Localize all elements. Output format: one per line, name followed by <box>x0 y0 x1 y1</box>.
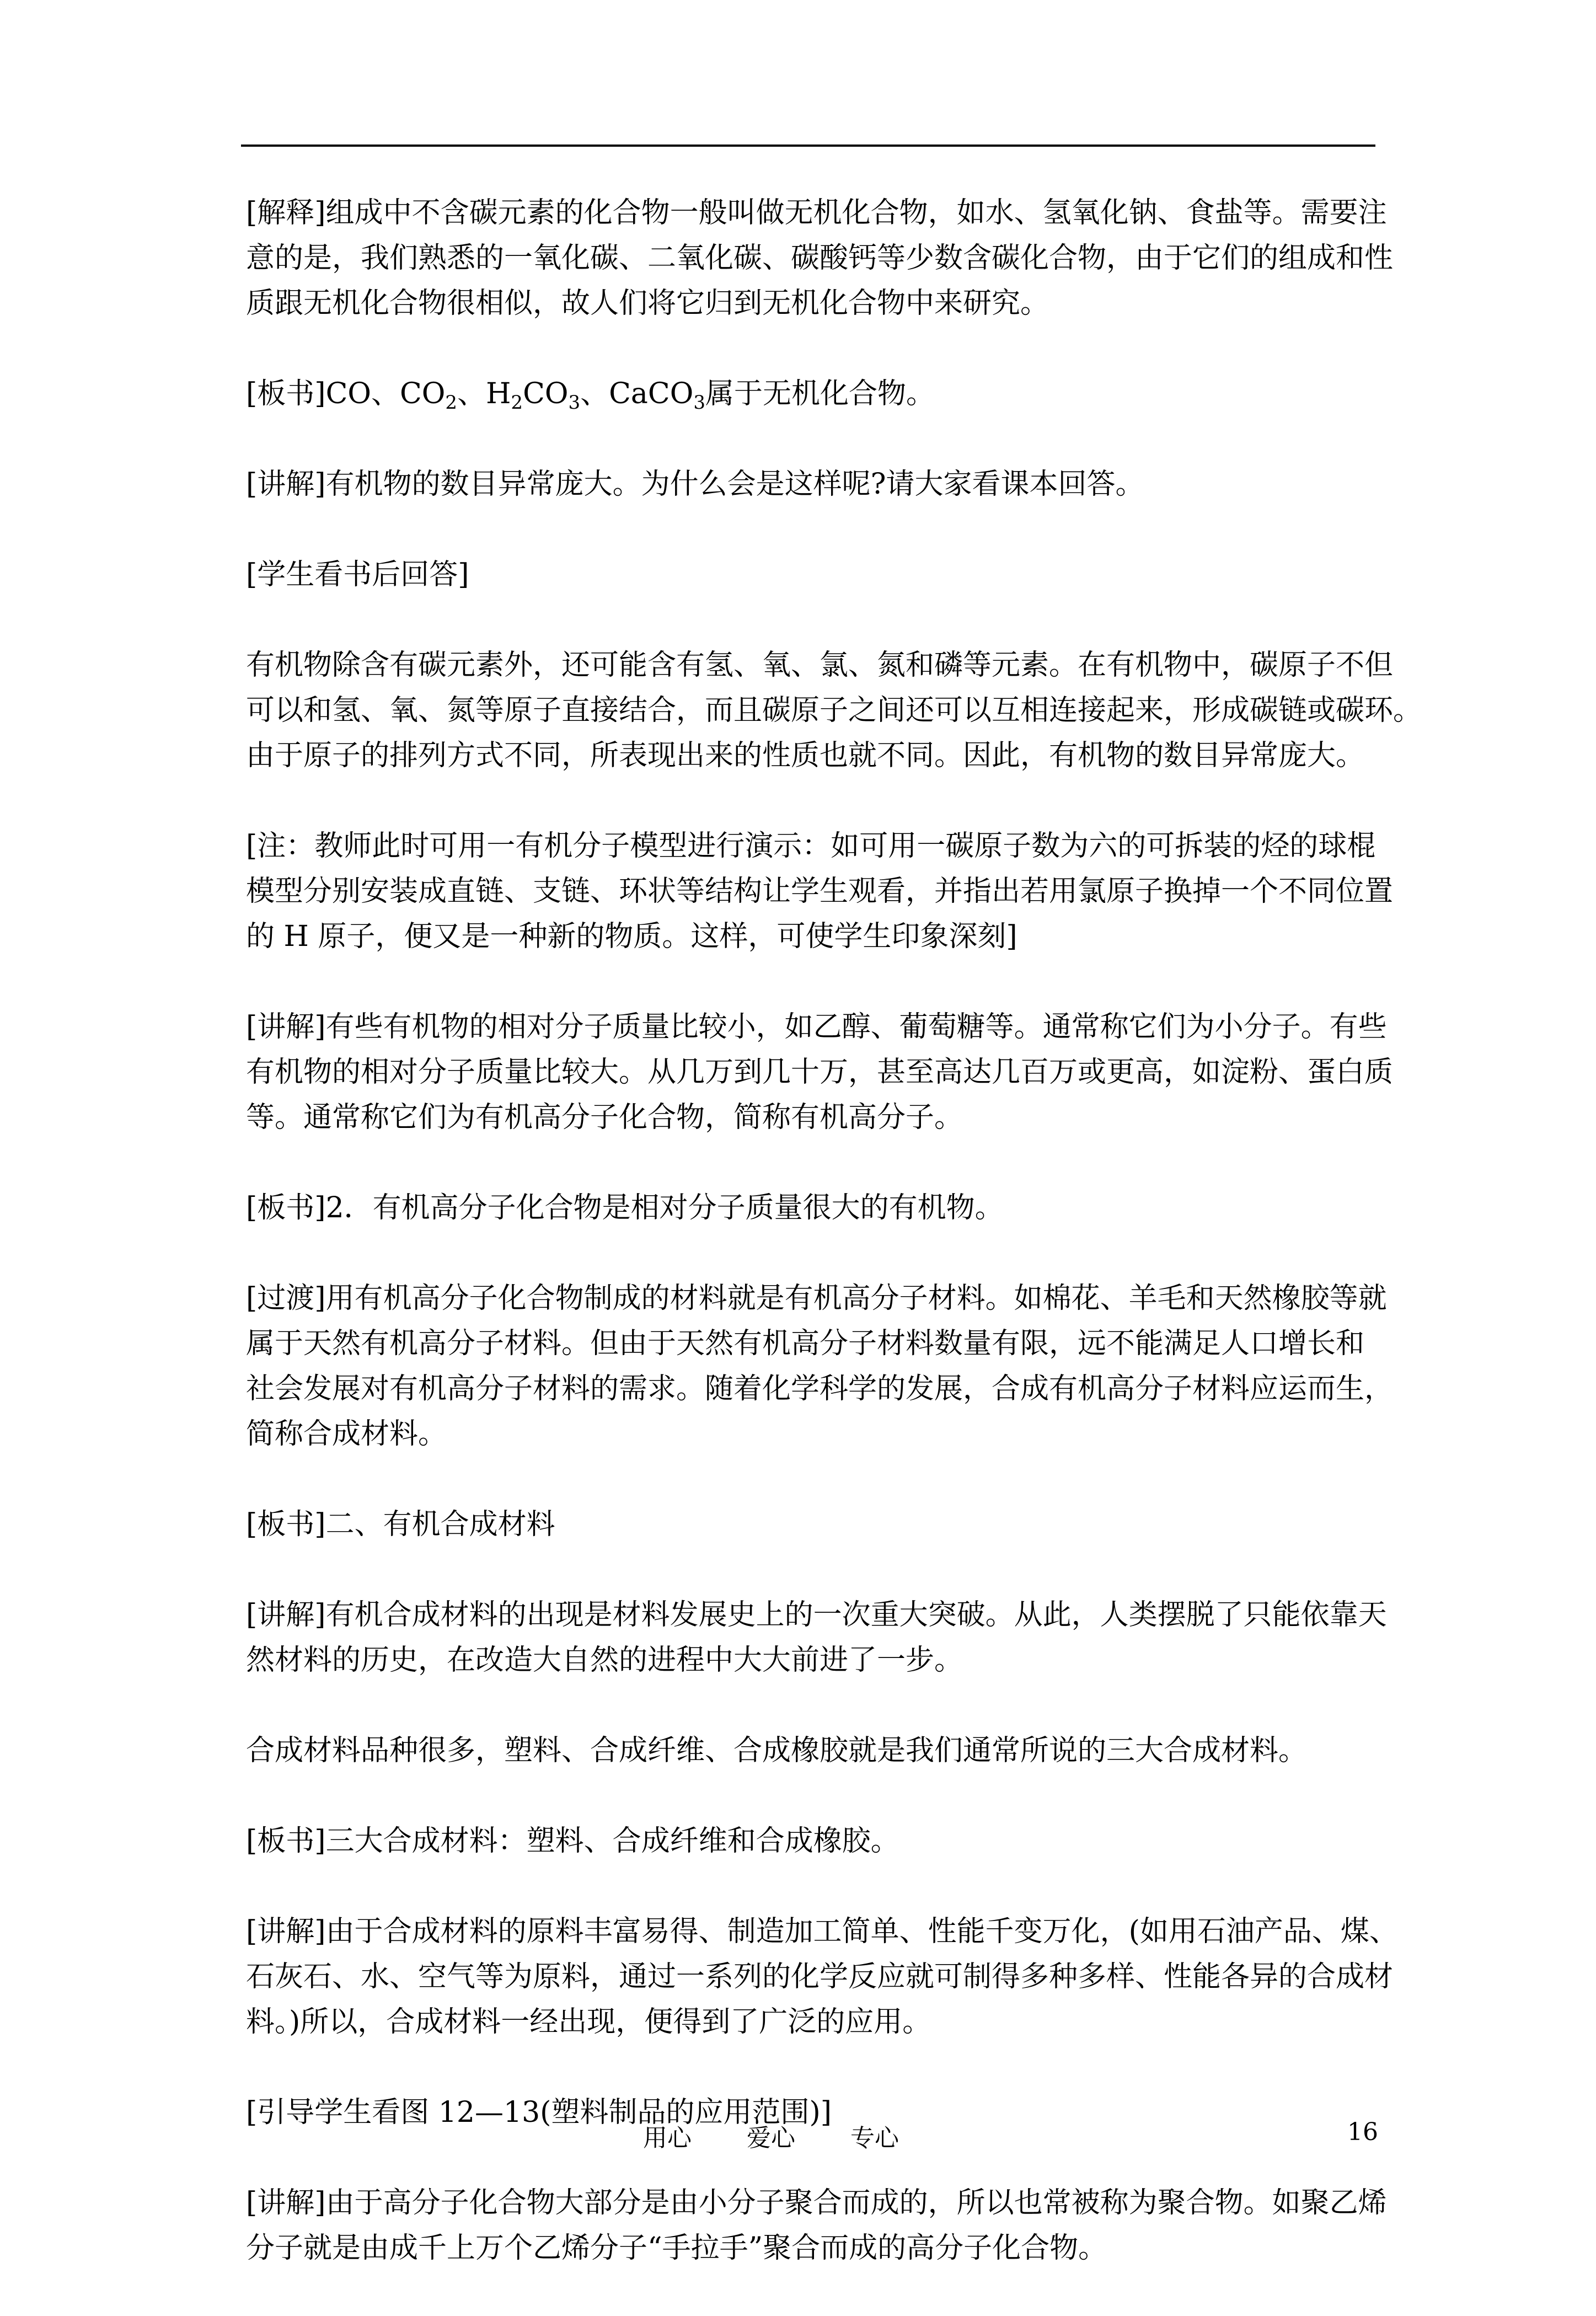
paragraph-organic-elements <box>246 643 1422 778</box>
text-line: 可以和氢、氧、氮等原子直接结合，而且碳原子之间还可以互相连接起来，形成碳链或碳环。 <box>246 694 1422 727</box>
text-line: [讲解]有机合成材料的出现是材料发展史上的一次重大突破。从此，人类摆脱了只能依靠天 <box>246 1598 1387 1632</box>
document-body <box>246 190 1422 2316</box>
paragraph-three-materials <box>246 1728 1377 1773</box>
text-line: 社会发展对有机高分子材料的需求。随着化学科学的发展，合成有机高分子材料应运而生， <box>246 1372 1394 1405</box>
page-footer <box>0 2118 1596 2157</box>
paragraph-board-polymer-definition <box>246 1185 1377 1231</box>
text-line: [学生看书后回答] <box>246 558 469 591</box>
text-line: 然材料的历史，在改造大自然的进程中大大前进了一步。 <box>246 1644 963 1677</box>
subscript: 3 <box>693 392 705 414</box>
text-line: [板书]三大合成材料：塑料、合成纤维和合成橡胶。 <box>246 1825 899 1858</box>
text-line: 属于天然有机高分子材料。但由于天然有机高分子材料数量有限，远不能满足人口增长和 <box>246 1327 1365 1360</box>
text-line: 有机物除含有碳元素外，还可能含有氢、氧、氯、氮和磷等元素。在有机物中，碳原子不但 <box>246 649 1394 682</box>
paragraph-teacher-note <box>246 823 1394 959</box>
page-number: 16 <box>1347 2118 1378 2146</box>
header-rule <box>241 145 1375 147</box>
paragraph-board-three-materials <box>246 1818 1377 1864</box>
subscript: 2 <box>511 392 523 414</box>
footer-motto-item: 爱心 <box>747 2124 795 2152</box>
text-line: [板书]二、有机合成材料 <box>246 1508 555 1541</box>
paragraph-lecture-polymers <box>246 2180 1387 2271</box>
text-line: 由于原子的排列方式不同，所表现出来的性质也就不同。因此，有机物的数目异常庞大。 <box>246 739 1365 772</box>
formula-line <box>246 377 935 414</box>
subscript: 2 <box>445 392 458 414</box>
text-line: 合成材料品种很多，塑料、合成纤维、合成橡胶就是我们通常所说的三大合成材料。 <box>246 1734 1308 1767</box>
subscript: 3 <box>568 392 581 414</box>
text-line: [板书]2．有机高分子化合物是相对分子质量很大的有机物。 <box>246 1191 1004 1224</box>
text-line: [讲解]由于合成材料的原料丰富易得、制造加工简单、性能千变万化，(如用石油产品、煤、 <box>246 1915 1398 1948</box>
text-line: [讲解]有机物的数目异常庞大。为什么会是这样呢?请大家看课本回答。 <box>246 468 1144 501</box>
text-line: [引导学生看图 12—13(塑料制品的应用范围)] <box>246 2096 832 2129</box>
text-line: [过渡]用有机高分子化合物制成的材料就是有机高分子材料。如棉花、羊毛和天然橡胶等就 <box>246 1282 1387 1315</box>
paragraph-lecture-applications <box>246 1909 1398 2045</box>
formula-text: 属于无机化合物。 <box>705 377 935 410</box>
paragraph-transition-materials <box>246 1276 1394 1457</box>
text-line: [讲解]有些有机物的相对分子质量比较小，如乙醇、葡萄糖等。通常称它们为小分子。有些 <box>246 1010 1387 1044</box>
text-line: 质跟无机化合物很相似，故人们将它归到无机化合物中来研究。 <box>246 287 1049 320</box>
paragraph-molecular-mass <box>246 1004 1394 1140</box>
text-line: 分子就是由成千上万个乙烯分子“手拉手”聚合而成的高分子化合物。 <box>246 2232 1107 2265</box>
footer-motto-item: 专心 <box>850 2124 899 2152</box>
text-line: 模型分别安装成直链、支链、环状等结构让学生观看，并指出若用氯原子换掉一个不同位置 <box>246 875 1394 908</box>
text-line: [注：教师此时可用一有机分子模型进行演示：如可用一碳原子数为六的可拆装的烃的球棍 <box>246 830 1376 863</box>
text-line: 料。)所以，合成材料一经出现，便得到了广泛的应用。 <box>246 2005 931 2039</box>
text-line: 简称合成材料。 <box>246 1418 447 1451</box>
formula-text: [板书]CO、CO <box>246 377 446 410</box>
paragraph-student-answer-heading <box>246 552 1377 597</box>
text-line: 石灰石、水、空气等为原料，通过一系列的化学反应就可制得多种多样、性能各异的合成材 <box>246 1960 1394 1993</box>
footer-motto-item: 用心 <box>643 2124 692 2152</box>
paragraph-lecture-question <box>246 462 1377 507</box>
formula-text: 、H <box>457 377 511 410</box>
footer-motto <box>643 2118 954 2153</box>
formula-text: 、CaCO <box>580 377 694 410</box>
text-line: 意的是，我们熟悉的一氧化碳、二氧化碳、碳酸钙等少数含碳化合物，由于它们的组成和性 <box>246 242 1394 275</box>
paragraph-lecture-breakthrough <box>246 1592 1387 1683</box>
paragraph-explanation-inorganic <box>246 190 1394 326</box>
text-line: [讲解]由于高分子化合物大部分是由小分子聚合而成的，所以也常被称为聚合物。如聚乙烯 <box>246 2186 1387 2219</box>
text-line: [解释]组成中不含碳元素的化合物一般叫做无机化合物，如水、氢氧化钠、食盐等。需要注 <box>246 196 1387 229</box>
paragraph-board-inorganic-formulas <box>246 371 1377 416</box>
text-line: 的 H 原子，便又是一种新的物质。这样，可使学生印象深刻] <box>246 920 1017 953</box>
text-line: 等。通常称它们为有机高分子化合物，简称有机高分子。 <box>246 1101 963 1134</box>
paragraph-board-synthetic-materials <box>246 1502 1377 1547</box>
text-line: 有机物的相对分子质量比较大。从几万到几十万，甚至高达几百万或更高，如淀粉、蛋白质 <box>246 1056 1394 1089</box>
formula-text: CO <box>523 377 569 410</box>
